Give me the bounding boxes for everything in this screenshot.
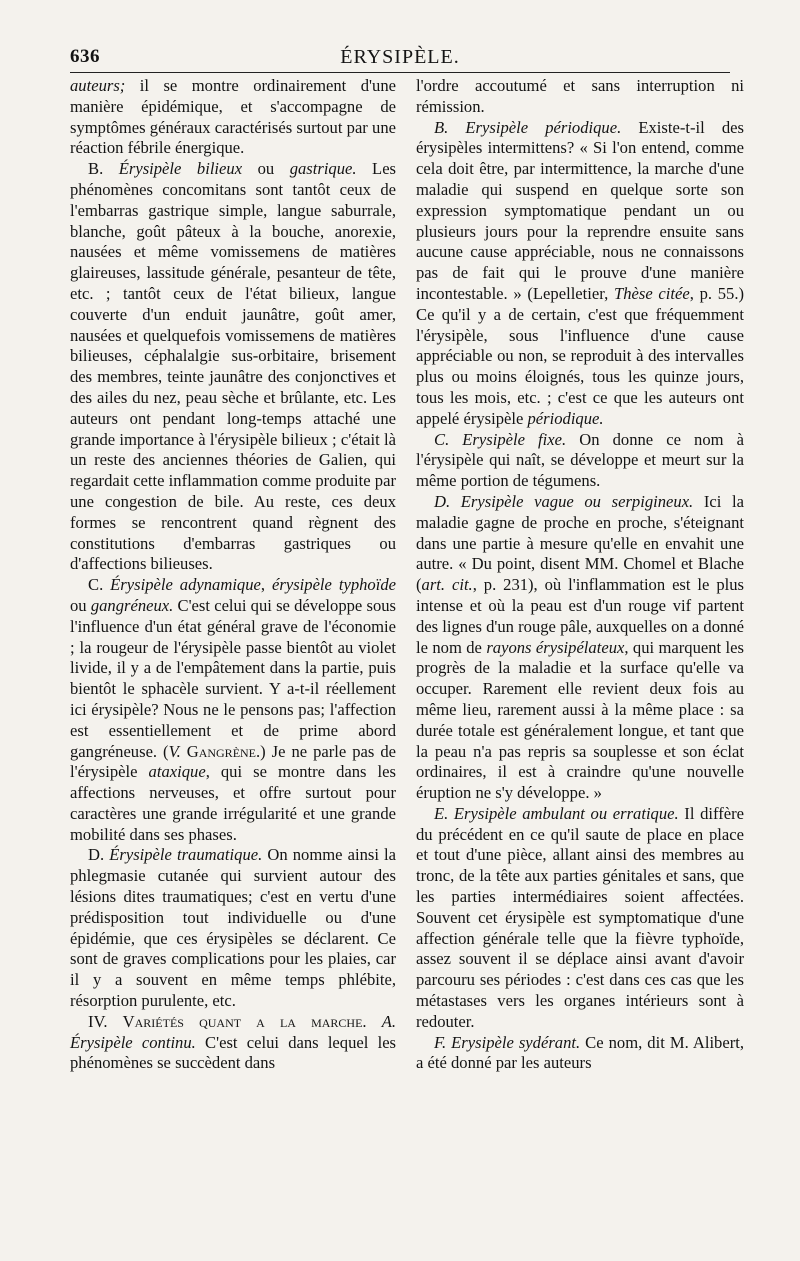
text-run: il se montre ordinairement d'une manière épidémique, et s'accompagne de symptômes généraux caractérisés surtout par une réaction fébrile énergique. bbox=[70, 76, 396, 158]
paragraph bbox=[416, 118, 744, 430]
text-run: C'est celui dans lequel les phénomènes se succèdent dans bbox=[70, 1032, 397, 1073]
text-run: l'ordre accoutumé et sans interruption ni rémission. bbox=[416, 76, 744, 116]
text-run: B. bbox=[88, 159, 119, 179]
italic-text: périodique. bbox=[527, 408, 604, 428]
italic-text: auteurs; bbox=[70, 76, 126, 95]
italic-text: D. Erysipèle vague ou serpigineux. bbox=[434, 491, 694, 511]
text-run: .) Je ne parle pas de l'érysipèle bbox=[70, 741, 396, 782]
text-run bbox=[367, 1012, 382, 1031]
text-run: C'est celui qui se développe sous l'influence d'un état général grave de l'économie ; la rougeur de l'érysipèle passe bientôt au violet livide, il y a de l'empâtement dans la partie, puis bientôt le sphacèle survient. Y a-t-il réellement ici érysipèle? Nous ne le pensons pas; l'affection est essentiellement et de prime abord gangréneuse. ( bbox=[70, 595, 396, 761]
paragraph bbox=[70, 845, 396, 1011]
text-run: D. bbox=[88, 845, 110, 865]
page-number: 636 bbox=[70, 46, 100, 67]
italic-text: art. cit. bbox=[421, 575, 473, 595]
paragraph bbox=[416, 804, 744, 1033]
text-run: Ici la maladie gagne de proche en proche, s'éteignant dans une partie à mesure qu'elle en envahit une autre. « Du point, disent MM. Chomel et Blache ( bbox=[416, 491, 744, 595]
small-caps-text: Variétés quant a la marche. bbox=[122, 1011, 367, 1031]
paragraph bbox=[70, 76, 396, 159]
paragraph bbox=[70, 159, 396, 575]
text-run: ou bbox=[242, 159, 290, 179]
italic-text: A. Érysipèle continu. bbox=[70, 1011, 396, 1052]
text-run: , p. 55.) Ce qu'il y a de certain, c'est que fréquemment l'érysipèle, sous l'influence d'une cause appréciable ou non, se reproduit à des intervalles plus ou moins éloignés, tous les quinze jours, tous les mois, etc. ; c'est ce que les auteurs ont appelé érysipèle bbox=[416, 283, 744, 428]
paragraph bbox=[416, 492, 744, 804]
small-caps-text: Gangrène bbox=[180, 741, 257, 761]
text-run: Il diffère du précédent en ce qu'il saute de place en place et tout d'une pièce, allant ainsi des membres au tronc, de la tête aux parties génitales et sans, que les parties intermédiaires soient affectées. Souvent cet érysipèle est symptomatique d'une affection générale telle que la fièvre typhoïde, assez souvent il se déplace ainsi avant d'avoir parcouru ses périodes : c'est dans ces cas que les métastases vers les organes intérieurs sont à redouter. bbox=[416, 803, 744, 1031]
running-title: ÉRYSIPÈLE. bbox=[340, 46, 460, 68]
italic-text: B. Erysipèle périodique. bbox=[434, 117, 622, 137]
italic-text: gangréneux. bbox=[90, 595, 174, 615]
italic-text: Érysipèle bilieux bbox=[118, 159, 243, 179]
left-column bbox=[70, 76, 396, 1074]
text-run: , qui marquent les progrès de la maladie et la surface qu'elle va occuper. Rarement elle revient deux fois au même lieu, rarement aussi à la même place : sa durée totale est généralement longue, et tant que la peau n'a pas repris sa souplesse et son éclat ordinaires, il est à craindre qu'une nouvelle éruption ne s'y développe. » bbox=[416, 637, 744, 803]
italic-text: V. bbox=[168, 741, 181, 761]
paragraph bbox=[416, 1033, 744, 1075]
text-run: On nomme ainsi la phlegmasie cutanée qui survient autour des lésions dites traumatiques; c'est en vertu d'une prédisposition tout individuelle ou d'une épidémie, que ces érysipèles se déclarent. Ce sont de graves complications pour les plaies, car il y a souvent en même temps phlébite, résorption purulente, etc. bbox=[70, 845, 396, 1011]
italic-text: Thèse citée bbox=[613, 283, 690, 303]
page-header bbox=[70, 42, 730, 73]
italic-text: F. Erysipèle sydérant. bbox=[434, 1032, 581, 1052]
text-run: Les phénomènes concomitans sont tantôt ceux de l'embarras gastrique simple, langue saburrale, blanche, goût pâteux à la bouche, anorexie, nausées et même vomissemens de matières glaireuses, lassitude générale, pesanteur de tête, etc. ; tantôt ceux de l'état bilieux, langue couverte d'un enduit jaunâtre, goût amer, nausées et quelquefois vomissemens de matières bilieuses, céphalalgie sus-orbitaire, brisement des membres, teinte jaunâtre des conjonctives et des ailes du nez, peau sèche et brûlante, etc. Les auteurs ont pendant long-temps attaché une grande importance à l'érysipèle bilieux ; c'était là un reste des anciennes théories de Galien, qui regardait cette inflammation comme produite par une congestion de bile. Au reste, ces deux formes se rencontrent quand règnent des constitutions d'embarras gastriques ou d'affections bilieuses. bbox=[70, 159, 397, 574]
italic-text: E. Erysipèle ambulant ou erratique. bbox=[434, 803, 679, 823]
italic-text: C. Erysipèle fixe. bbox=[434, 429, 567, 449]
text-run: C. bbox=[88, 575, 111, 595]
paragraph bbox=[416, 76, 744, 118]
italic-text: ataxique bbox=[148, 762, 206, 782]
italic-text: Érysipèle adynamique bbox=[110, 575, 261, 595]
text-run: , p. 231), où l'inflammation est le plus intense et où la peau est d'un rouge vif partent des lignes d'un rouge pâle, auxquelles on a donné le nom de bbox=[416, 575, 744, 657]
italic-text: érysipèle typhoïde bbox=[272, 575, 397, 595]
text-run: On donne ce nom à l'érysipèle qui naît, se développe et meurt sur la même portion de tégumens. bbox=[416, 429, 745, 491]
paragraph bbox=[70, 575, 396, 845]
text-run: Ce nom, dit M. Alibert, a été donné par les auteurs bbox=[416, 1032, 744, 1073]
paragraph bbox=[70, 1012, 396, 1074]
text-run: , qui se montre dans les affections nerveuses, et offre surtout pour caractères une grande irrégularité et une grande mobilité dans ses phases. bbox=[70, 762, 396, 844]
paragraph bbox=[416, 430, 744, 492]
text-run: IV. bbox=[88, 1011, 123, 1031]
text-run: Existe-t-il des érysipèles intermittens? « Si l'on entend, comme cela doit être, par intermittence, la marche d'une maladie qui suspend en quelque sorte son expression symptomatique pendant un ou plusieurs jours pour la reprendre ensuite sans aucune cause appréciable, nous ne connaissons pas de fait qui le prouve d'une manière incontestable. » (Lepelletier, bbox=[416, 117, 744, 303]
italic-text: Érysipèle traumatique. bbox=[109, 845, 263, 865]
text-run: ou bbox=[70, 595, 91, 615]
italic-text: rayons érysipélateux bbox=[486, 637, 625, 657]
right-column bbox=[416, 76, 744, 1074]
italic-text: gastrique. bbox=[289, 159, 357, 179]
text-run: , bbox=[260, 575, 273, 595]
